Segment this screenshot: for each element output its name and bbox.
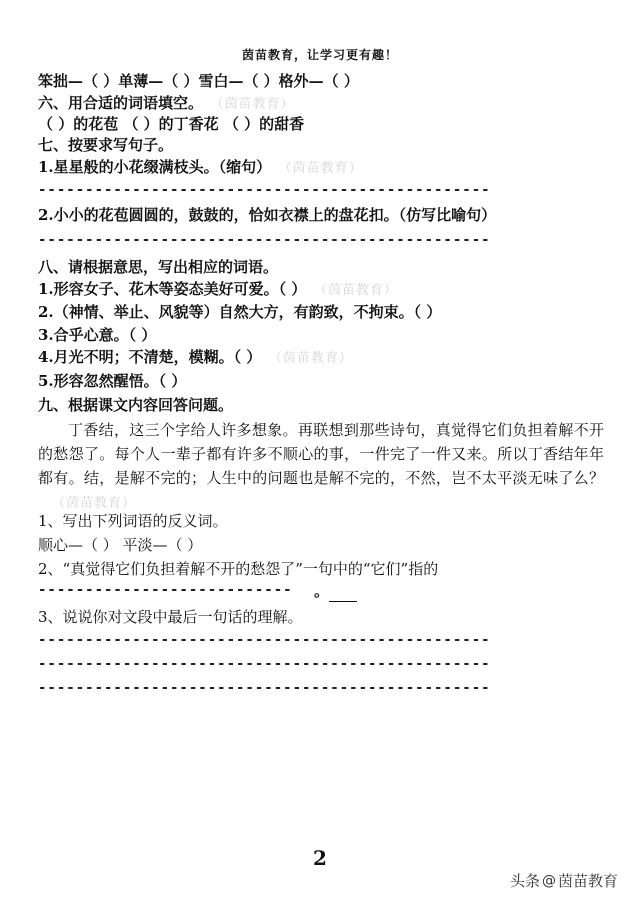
fill-blank-row: （ ）的花苞 （ ）的丁香花 （ ）的甜香 [38, 115, 305, 133]
answer-line: ------------------------------------------------ [38, 656, 491, 672]
page-header: 茵苗教育，让学习更有趣！ [241, 48, 398, 62]
question-8-4: 4.月光不明；不清楚，模糊。（ ） （茵苗教育） [38, 348, 353, 366]
logo-name: 茵苗教育 [557, 872, 618, 890]
section-nine-title: 九、根据课文内容回答问题。 [38, 396, 234, 414]
question-7-1: 1.星星般的小花缀满枝头。（缩句） （茵苗教育） [38, 158, 363, 176]
logo-prefix: 头条 [509, 872, 540, 890]
question-8-1: 1.形容女子、花木等姿态美好可爱。（ ） （茵苗教育） [38, 280, 398, 298]
answer-line: ------------------------------------------------ [38, 232, 491, 248]
question-9-1: 1、写出下列词语的反义词。 [38, 512, 228, 530]
question-8-3: 3.合乎心意。（ ） [38, 326, 157, 344]
question-9-2: 2、“真觉得它们负担着解不开的愁怨了”一句中的“它们”指的 [38, 560, 439, 578]
at-icon: @ [541, 872, 556, 889]
answer-line-short: --------------------------- [38, 582, 293, 598]
section-eight-title: 八、请根据意思，写出相应的词语。 [38, 258, 279, 276]
section-six-title: 六、用合适的词语填空。 （茵苗教育） [38, 94, 295, 112]
answer-period: 。 [314, 580, 357, 602]
page-number: 2 [313, 846, 327, 870]
question-9-3: 3、说说你对文段中最后一句话的理解。 [38, 608, 303, 626]
question-9-1-blanks: 顺心—（ ） 平淡—（ ） [38, 536, 203, 554]
question-8-2: 2.（神情、举止、风貌等）自然大方，有韵致，不拘束。（ ） [38, 303, 442, 321]
question-7-2: 2.小小的花苞圆圆的，鼓鼓的，恰如衣襟上的盘花扣。（仿写比喻句） [38, 206, 497, 224]
watermark-text: （茵苗教育） [275, 351, 353, 366]
watermark-text: （茵苗教育） [52, 496, 137, 511]
watermark-text: （茵苗教育） [285, 161, 363, 176]
watermark-text: （茵苗教育） [217, 97, 295, 112]
answer-line: ------------------------------------------------ [38, 182, 491, 198]
answer-line: ------------------------------------------------ [38, 680, 491, 696]
section-seven-title: 七、按要求写句子。 [38, 136, 174, 154]
reading-passage: 丁香结，这三个字给人许多想象。再联想到那些诗句，真觉得它们负担着解不开的愁怨了。每个人一辈子都有许多不顺心的事，一件完了一件又来。所以丁香结年年都有。结，是解不完的；人生中的问题也是解不完的，不然，岂不太平淡无味了么？（茵苗教育） [38, 421, 604, 511]
answer-line: ------------------------------------------------ [38, 632, 491, 648]
watermark-text: （茵苗教育） [320, 283, 398, 298]
antonym-row: 笨拙—（ ）单薄—（ ）雪白—（ ）格外—（ ） [38, 72, 359, 90]
toutiao-watermark-logo [510, 870, 618, 891]
question-8-5: 5.形容忽然醒悟。（ ） [38, 372, 187, 390]
underline-segment [329, 587, 357, 602]
